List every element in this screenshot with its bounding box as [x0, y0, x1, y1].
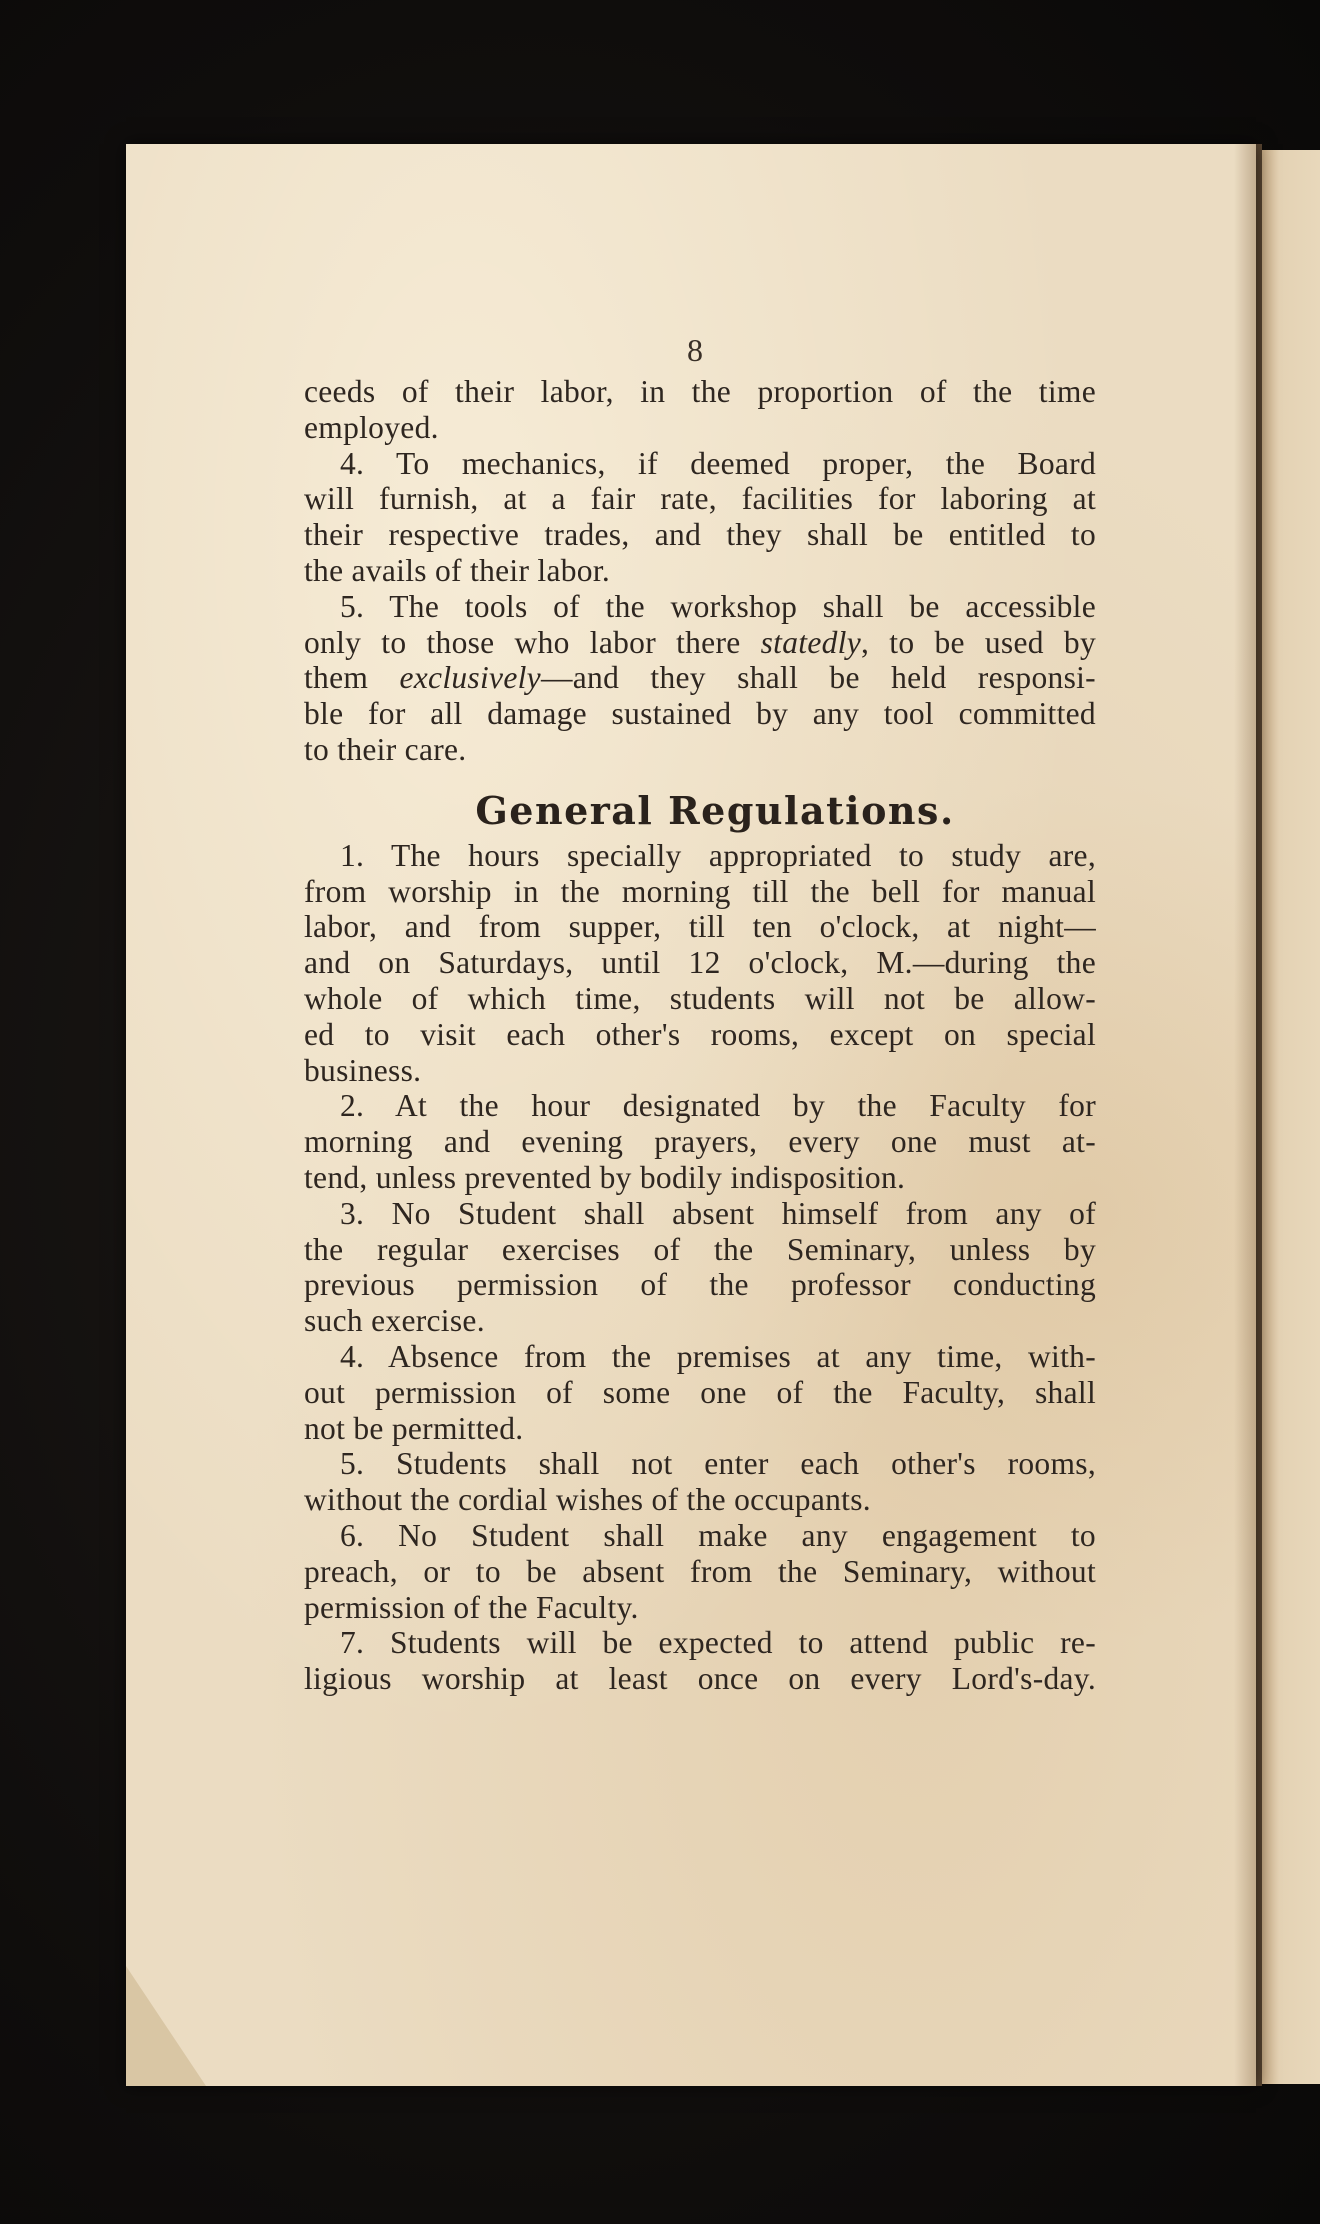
text-line: ligious worship at least once on every Lord's-day. — [304, 1661, 1096, 1697]
text-line: morning and evening prayers, every one must at- — [304, 1124, 1096, 1160]
text-line: 2. At the hour designated by the Faculty for — [340, 1088, 1096, 1124]
text-line: from worship in the morning till the bell for manual — [304, 873, 1096, 909]
facing-page-edge — [1262, 150, 1320, 2084]
text-line: out permission of some one of the Faculty, shall — [304, 1374, 1096, 1410]
text-line: 3. No Student shall absent himself from any of — [340, 1195, 1096, 1231]
text-line: labor, and from supper, till ten o'clock, at night— — [304, 909, 1096, 945]
text-line: business. — [304, 1052, 422, 1088]
text-line: the regular exercises of the Seminary, unless by — [304, 1231, 1096, 1267]
worn-page-corner — [126, 1966, 206, 2086]
text-line — [304, 660, 1096, 696]
text-line: 5. The tools of the workshop shall be accessible — [340, 588, 1096, 624]
text-line: their respective trades, and they shall be entitled to — [304, 517, 1096, 553]
text-line: the avails of their labor. — [304, 552, 611, 588]
text-line: to their care. — [304, 731, 467, 767]
text-line: 7. Students will be expected to attend public re- — [340, 1625, 1096, 1661]
text-line: employed. — [304, 409, 439, 445]
text-line: such exercise. — [304, 1303, 485, 1339]
text-line: tend, unless prevented by bodily indisposition. — [304, 1159, 906, 1195]
text-line: whole of which time, students will not be allow- — [304, 980, 1096, 1016]
page-number: 8 — [687, 332, 703, 368]
text-line: 4. Absence from the premises at any time, with- — [340, 1338, 1096, 1374]
text-line: not be permitted. — [304, 1410, 524, 1446]
text-line: permission of the Faculty. — [304, 1589, 639, 1625]
text-line: 5. Students shall not enter each other's rooms, — [340, 1446, 1096, 1482]
text-run: , to be used by — [861, 624, 1096, 660]
text-line: ble for all damage sustained by any tool committed — [304, 696, 1096, 732]
text-run: —and they shall be held responsi- — [540, 660, 1096, 696]
text-run: only to those who labor there — [304, 624, 761, 660]
page-text — [304, 330, 1096, 1697]
book-gutter — [1256, 144, 1262, 2086]
text-line: will furnish, at a fair rate, facilities for laboring at — [304, 481, 1096, 517]
italic-word: exclusively — [399, 660, 541, 696]
text-line: 4. To mechanics, if deemed proper, the Board — [340, 445, 1096, 481]
section-heading: General Regulations. — [475, 787, 955, 833]
text-line: ceeds of their labor, in the proportion of the time — [304, 374, 1096, 409]
text-line: and on Saturdays, until 12 o'clock, M.—during the — [304, 945, 1096, 981]
text-line: 6. No Student shall make any engagement to — [340, 1517, 1096, 1553]
text-line: without the cordial wishes of the occupants. — [304, 1482, 871, 1518]
text-run: them — [304, 660, 400, 696]
text-line — [304, 625, 1096, 661]
text-line: ed to visit each other's rooms, except on special — [304, 1016, 1096, 1052]
text-line: 1. The hours specially appropriated to study are, — [340, 837, 1096, 873]
text-line: preach, or to be absent from the Seminary, without — [304, 1553, 1096, 1589]
italic-word: statedly — [760, 624, 862, 660]
text-line: previous permission of the professor conducting — [304, 1267, 1096, 1303]
